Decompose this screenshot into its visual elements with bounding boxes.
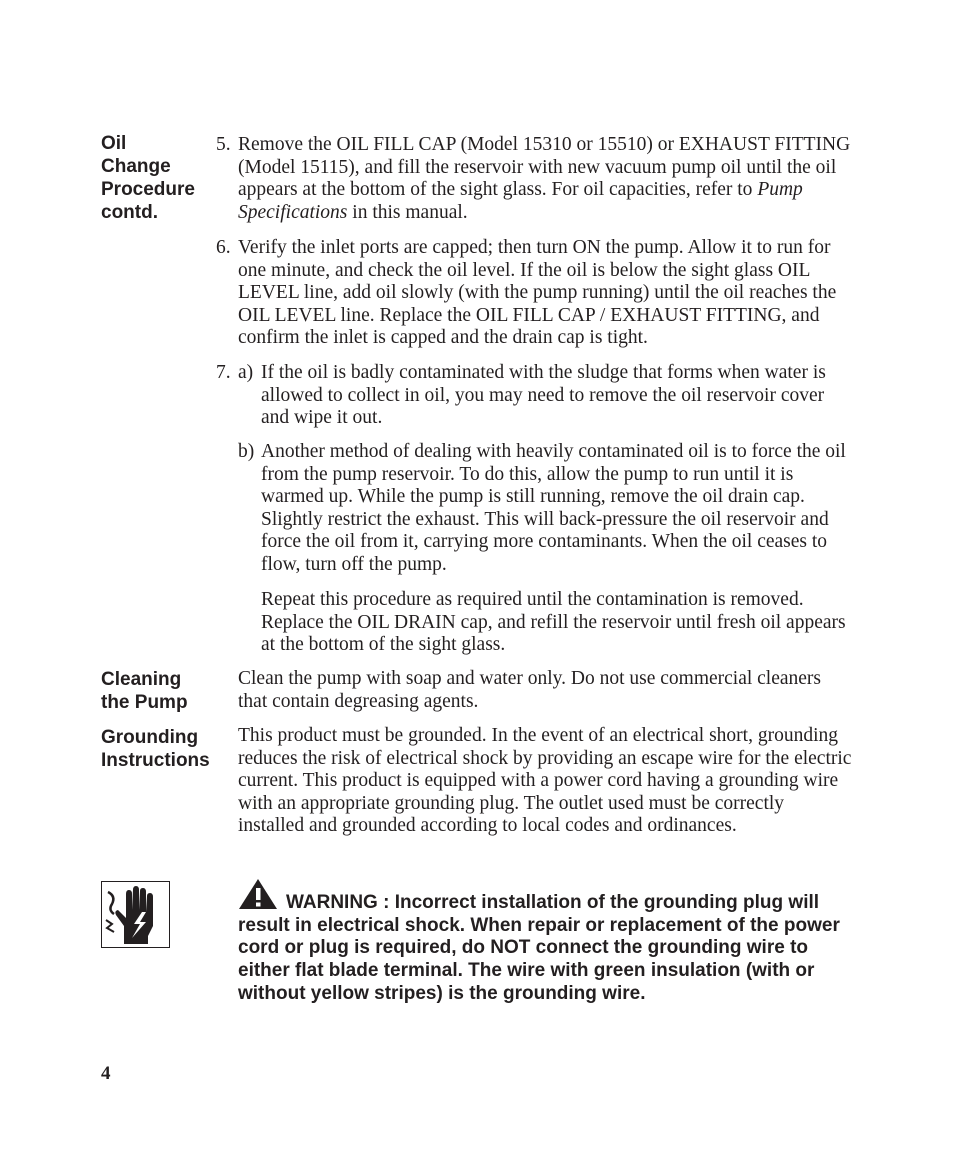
step-text: in this manual. — [347, 201, 468, 223]
heading-line: Oil — [101, 133, 127, 154]
step-text: Remove the OIL FILL CAP (Model 15310 or 15510) or EXHAUST FITTING (Model 15115), and fill the reservoir with new vacuum pump oil until the oil appears at the bottom of the sight glass. For oil capacities, refer to — [238, 134, 851, 200]
cleaning-text: Clean the pump with soap and water only. Do not use commercial cleaners that contain degreasing agents. — [238, 668, 822, 712]
section-heading-cleaning — [101, 668, 188, 714]
heading-line: Grounding — [101, 727, 199, 748]
section-heading-oil-change — [101, 132, 195, 224]
heading-line: Procedure — [101, 179, 195, 200]
step-number: 7. — [216, 362, 231, 383]
step-7b-repeat-text: Repeat this procedure as required until the contamination is removed. Replace the OIL DRAIN cap, and refill the reservoir until fresh oil appears at the bottom of the sight glass. — [261, 589, 846, 655]
step-7a-text: If the oil is badly contaminated with the sludge that forms when water is allowed to collect in oil, you may need to remove the oil reservoir cover and wipe it out. — [261, 362, 826, 428]
sub-step-letter: a) — [238, 362, 254, 383]
electric-shock-hand-icon — [101, 881, 170, 948]
section-heading-grounding — [101, 726, 210, 772]
grounding-text: This product must be grounded. In the event of an electrical short, grounding reduces the risk of electrical shock by providing an escape wire for the electric current. This product is equipped with a power cord having a grounding wire with an appropriate grounding plug. The outlet used must be correctly installed and grounded according to local codes and ordinances. — [238, 725, 852, 836]
warning-triangle-icon — [238, 878, 278, 910]
warning-text: WARNING : Incorrect installation of the grounding plug will result in electrical shock. When repair or replacement of the power cord or plug is required, do NOT connect the grounding wire to either flat blade terminal. The wire with green insulation (with or without yellow stripes) is the grounding wire. — [238, 892, 840, 1004]
step-5-text — [238, 134, 853, 224]
step-number: 6. — [216, 237, 231, 258]
manual-reference: Pump Specifications — [238, 179, 803, 223]
warning-notice — [238, 878, 848, 1006]
heading-line: Cleaning — [101, 669, 182, 690]
heading-line: contd. — [101, 202, 158, 223]
sub-step-letter: b) — [238, 441, 255, 462]
heading-line: Change — [101, 156, 171, 177]
step-7b-text: Another method of dealing with heavily contaminated oil is to force the oil from the pump reservoir. To do this, allow the pump to run until it is warmed up. While the pump is still running, remove the oil drain cap. Slightly restrict the exhaust. This will back-pressure the oil reservoir and force the oil from it, carrying more contaminants. When the oil ceases to flow, turn off the pump. — [261, 441, 846, 575]
heading-line: the Pump — [101, 692, 188, 713]
step-number: 5. — [216, 134, 231, 155]
page-number: 4 — [101, 1063, 111, 1084]
heading-line: Instructions — [101, 750, 210, 771]
step-6-text: Verify the inlet ports are capped; then turn ON the pump. Allow it to run for one minute, and check the oil level. If the oil is below the sight glass OIL LEVEL line, add oil slowly (with the pump running) until the oil reaches the OIL LEVEL line. Replace the OIL FILL CAP / EXHAUST FITTING, and confirm the inlet is capped and the drain cap is tight. — [238, 237, 837, 348]
